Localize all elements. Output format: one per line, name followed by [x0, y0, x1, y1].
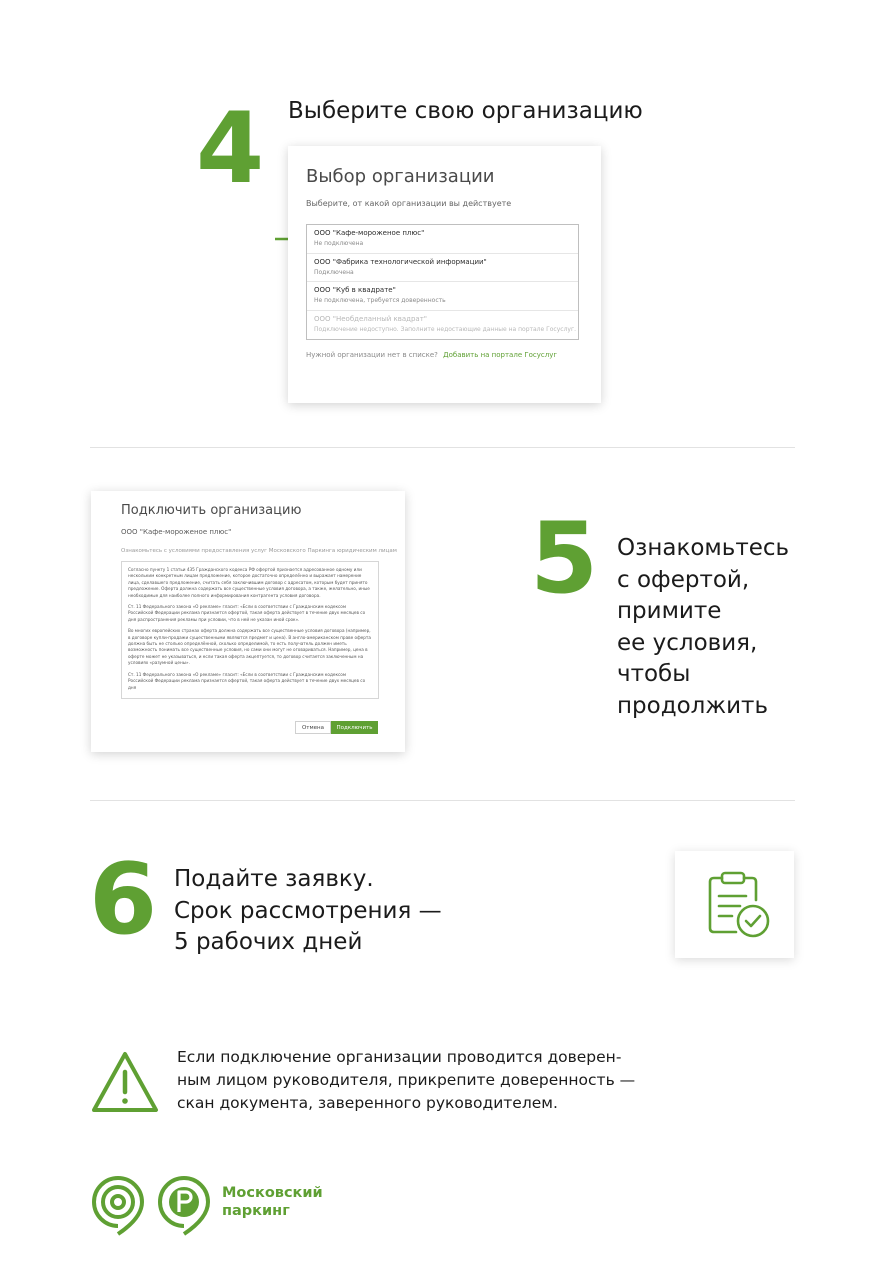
warning-triangle-icon	[90, 1050, 160, 1114]
footer-question: Нужной организации нет в списке?	[306, 351, 438, 359]
card-title: Выбор организации	[306, 166, 495, 187]
org-name: ООО "Фабрика технологической информации"	[314, 257, 487, 266]
organization-list	[306, 224, 579, 340]
org-list-item-disabled	[307, 311, 578, 340]
card-title: Подключить организацию	[121, 503, 302, 518]
step-5-line: Ознакомьтесь	[617, 535, 790, 561]
org-status: Не подключена, требуется доверенность	[314, 297, 446, 304]
step-6-line: Срок рассмотрения —	[174, 897, 442, 924]
moscow-parking-logo-icon	[90, 1174, 215, 1240]
offer-paragraph: Согласно пункту 1 статьи 435 Гражданского кодекса РФ офертой признается адресованное одному или нескольким конкретным лицам предложение, которое достаточно определённо и выражает намерение лица, сделавшего предложение, считать себя заключившим договор с адресатом, которым будет принято предложение. Оферта должна содержать все существенные условия договора, а также, желательно, иные необходимые для наиболее полного информирования контрагента условия договора.	[128, 567, 370, 598]
warning-line: Если подключение организации проводится доверен-	[177, 1048, 622, 1066]
warning-text	[177, 1046, 635, 1115]
warning-line: ным лицом руководителя, прикрепите доверенность —	[177, 1071, 636, 1089]
org-list-item[interactable]	[307, 282, 578, 311]
step-5-line: чтобы	[617, 661, 691, 687]
step-4-title: Выберите свою организацию	[288, 98, 643, 124]
card-hint: Ознакомьтесь с условиями предоставления услуг Московского Паркинга юридическим лицам	[121, 548, 397, 554]
org-status: Не подключена	[314, 240, 364, 247]
offer-paragraph: Во многих европейских странах оферта должна содержать все существенные условия договора (например, в договоре купли-продажи существенными являются предмет и цена). В англо-американском праве оферта должна быть не столько определённой, сколько определимой, то есть получатель должен иметь возможность понимать все существенные условия, но сами они могут не оговариваться. Например, цена в оферте может не указываться, и если такая оферта акцептуется, то договор считается заключенным на условиях «разумной цены».	[128, 628, 371, 666]
step-5-text	[617, 533, 789, 722]
application-icon-card	[675, 851, 794, 958]
offer-paragraph: Ст. 11 Федерального закона «О рекламе» гласит: «Если в соответствии с Гражданским кодексом Российской Федерации реклама признается офертой, такая оферта действует в течение двух месяцев со дня распространения рекламы при условии, что в ней не указан иной срок».	[128, 604, 366, 622]
step-6-text	[174, 864, 442, 959]
clipboard-check-icon	[702, 870, 772, 940]
cancel-button[interactable]: Отмена	[295, 721, 331, 734]
org-list-item[interactable]	[307, 225, 578, 254]
logo-line: Московский	[222, 1185, 323, 1201]
org-status: Подключение недоступно. Заполните недостающие данные на портале Госуслуг.	[314, 325, 577, 333]
step-6-line: 5 рабочих дней	[174, 929, 363, 955]
step-5-line: продолжить	[617, 692, 769, 719]
section-divider	[90, 800, 795, 801]
step-number-5: 5	[530, 502, 599, 616]
step-5-line: примите	[617, 598, 722, 624]
card-subtitle: Выберите, от какой организации вы действуете	[306, 199, 512, 208]
step-number-6: 6	[89, 843, 158, 957]
org-name: ООО "Куб в квадрате"	[314, 286, 396, 294]
card-org-name: ООО "Кафе-мороженое плюс"	[121, 528, 232, 536]
logo-line: паркинг	[222, 1203, 290, 1219]
org-list-item[interactable]	[307, 254, 578, 283]
step-5-line: с офертой,	[617, 566, 750, 593]
org-name: ООО "Необделанный квадрат"	[314, 314, 428, 323]
step-number-4: 4	[196, 92, 265, 206]
step-6-line: Подайте заявку.	[174, 866, 374, 892]
org-footer	[306, 351, 557, 359]
step-5-line: ее условия,	[617, 629, 758, 656]
section-divider	[90, 447, 795, 448]
logo-text	[222, 1184, 323, 1220]
organization-select-card	[288, 146, 601, 403]
org-status: Подключена	[314, 268, 354, 276]
connect-organization-card	[91, 491, 405, 752]
warning-line: скан документа, заверенного руководителем.	[177, 1094, 558, 1112]
offer-paragraph: Ст. 11 Федерального закона «О рекламе» гласит: «Если в соответствии с Гражданским кодексом Российской Федерации реклама признается офертой, такая оферта действует в течение двух месяцев со дня	[128, 671, 366, 690]
add-on-gosuslugi-link[interactable]: Добавить на портале Госуслуг	[443, 351, 558, 359]
org-name: ООО "Кафе-мороженое плюс"	[314, 229, 425, 237]
offer-text-box[interactable]	[121, 561, 379, 699]
connect-button[interactable]: Подключить	[331, 721, 378, 734]
